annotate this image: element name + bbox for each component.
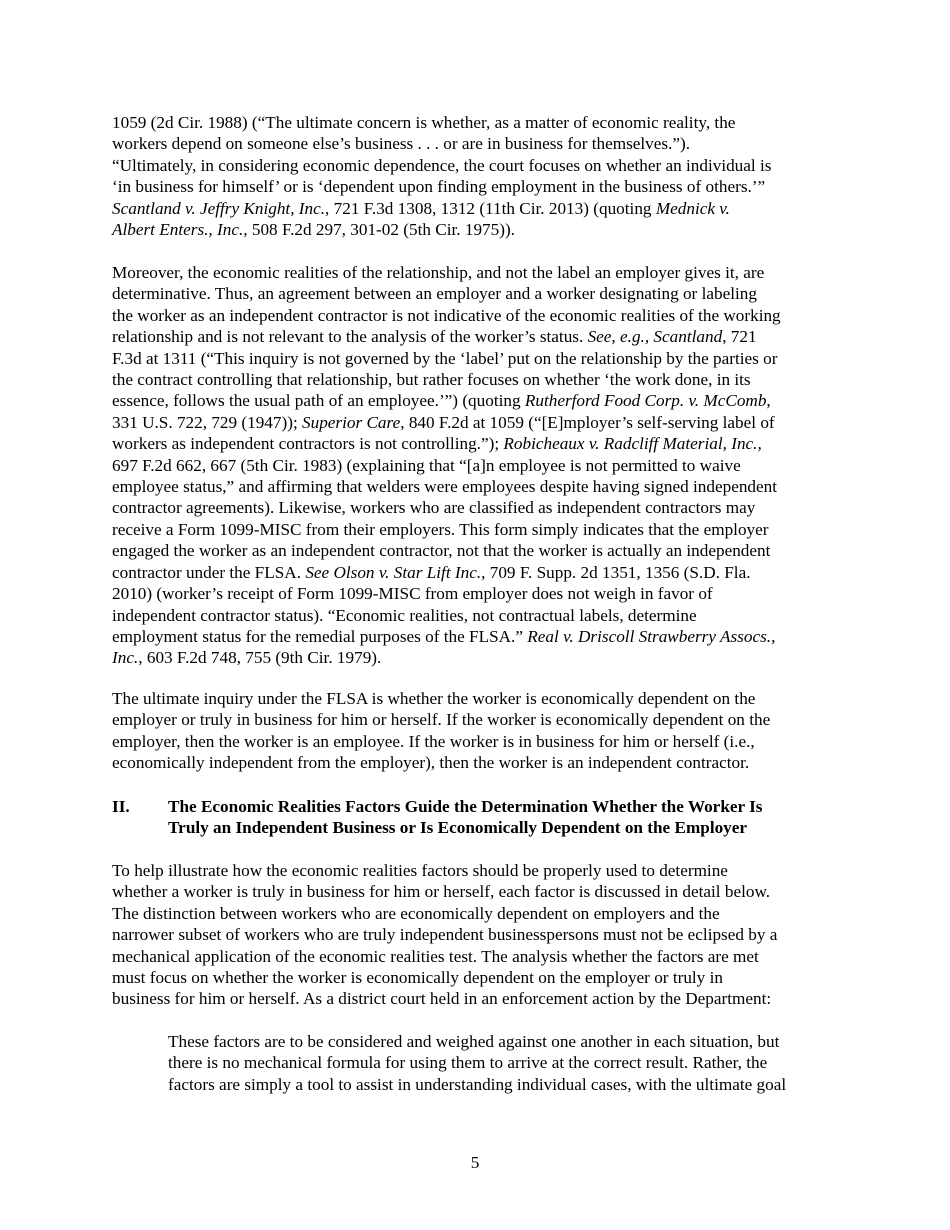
text-run: workers depend on someone else’s business . . . or are in business for themselves.”).: [112, 134, 691, 154]
text-line: [112, 219, 842, 240]
text-run: economically independent from the employer), then the worker is an independent contractor.: [112, 753, 750, 773]
text-run: ‘in business for himself’ or is ‘dependent upon finding employment in the business of others.’”: [112, 177, 766, 197]
text-run: mechanical application of the economic realities test. The analysis whether the factors are met: [112, 946, 759, 966]
text-line: [112, 688, 842, 709]
text-line: [112, 348, 842, 369]
text-line: [112, 476, 842, 497]
text-line: [112, 433, 842, 454]
text-line: [112, 903, 842, 924]
citation-italic: Inc.: [112, 648, 139, 668]
text-line: [112, 112, 842, 133]
text-run: 697 F.2d 662, 667 (5th Cir. 1983) (explaining that “[a]n employee is not permitted to waive: [112, 455, 741, 475]
citation-italic: Mednick v.: [655, 198, 730, 218]
text-line: [112, 540, 842, 561]
text-run: employer, then the worker is an employee. If the worker is in business for him or herself (i.e.,: [112, 731, 755, 751]
text-run: Moreover, the economic realities of the relationship, and not the label an employer gives it, are: [112, 263, 765, 282]
paragraph-economic-realities-labels: [112, 262, 842, 669]
paragraph-factors-illustration: [112, 860, 842, 1010]
text-run: whether a worker is truly in business for him or herself, each factor is discussed in detail below.: [112, 882, 771, 902]
text-line: [112, 860, 842, 881]
text-run: narrower subset of workers who are truly independent businesspersons must not be eclipsed by a: [112, 925, 778, 945]
block-quote: [168, 1031, 848, 1095]
paragraph-ultimate-inquiry: [112, 688, 842, 774]
text-run: independent contractor status). “Economic realities, not contractual labels, determine: [112, 605, 697, 625]
text-line: [112, 988, 842, 1009]
text-run: contractor under the FLSA.: [112, 562, 306, 582]
text-run: receive a Form 1099-MISC from their employers. This form simply indicates that the employer: [112, 519, 769, 539]
text-run: the worker as an independent contractor is not indicative of the economic realities of the working: [112, 305, 781, 325]
text-line: [112, 881, 842, 902]
text-run: there is no mechanical formula for using them to arrive at the correct result. Rather, the: [168, 1053, 768, 1073]
text-run: 331 U.S. 722, 729 (1947));: [112, 412, 303, 432]
text-line: [112, 647, 842, 668]
text-run: workers as independent contractors is not controlling.”);: [112, 434, 504, 454]
text-run: , 508 F.2d 297, 301-02 (5th Cir. 1975)).: [243, 220, 515, 240]
text-run: The distinction between workers who are economically dependent on employers and the: [112, 903, 720, 923]
text-run: factors are simply a tool to assist in understanding individual cases, with the ultimate goal: [168, 1074, 787, 1094]
text-run: 1059 (2d Cir. 1988) (“The ultimate concern is whether, as a matter of economic reality, the: [112, 113, 736, 132]
text-line: [112, 326, 842, 347]
text-run: essence, follows the usual path of an employee.’”) (quoting: [112, 391, 525, 411]
text-line: [112, 155, 842, 176]
text-run: “Ultimately, in considering economic dependence, the court focuses on whether an individual is: [112, 155, 772, 175]
text-run: contractor agreements). Likewise, workers who are classified as independent contractors may: [112, 498, 756, 518]
text-run: , 721: [722, 327, 757, 347]
text-line: [112, 519, 842, 540]
text-run: relationship and is not relevant to the analysis of the worker’s status.: [112, 327, 588, 347]
citation-italic: Albert Enters., Inc.: [112, 220, 244, 240]
text-run: employee status,” and affirming that welders were employees despite having signed independent: [112, 477, 778, 497]
text-run: engaged the worker as an independent contractor, not that the worker is actually an independent: [112, 541, 771, 561]
text-line: [112, 262, 842, 283]
text-run: 2010) (worker’s receipt of Form 1099-MISC from employer does not weigh in favor of: [112, 584, 713, 604]
text-line: [112, 731, 842, 752]
text-line: [168, 1031, 848, 1052]
citation-italic: Real v. Driscoll Strawberry Assocs.,: [527, 626, 776, 646]
text-run: These factors are to be considered and weighed against one another in each situation, but: [168, 1032, 780, 1051]
text-line: [112, 946, 842, 967]
text-line: [112, 924, 842, 945]
text-run: , 840 F.2d at 1059 (“[E]mployer’s self-serving label of: [400, 412, 775, 432]
text-line: [112, 133, 842, 154]
text-run: ,: [766, 391, 771, 411]
text-line: [112, 583, 842, 604]
citation-italic: Superior Care: [302, 412, 401, 432]
text-line: [112, 198, 842, 219]
citation-italic: See, e.g., Scantland: [587, 327, 723, 347]
text-line: [112, 497, 842, 518]
text-run: determinative. Thus, an agreement between an employer and a worker designating or labeling: [112, 284, 757, 304]
text-line: [112, 412, 842, 433]
text-run: , 721 F.3d 1308, 1312 (11th Cir. 2013) (quoting: [325, 198, 656, 218]
text-line: [112, 752, 842, 773]
text-line: [112, 709, 842, 730]
text-line: [112, 562, 842, 583]
citation-italic: See Olson v. Star Lift Inc.: [305, 562, 482, 582]
text-run: F.3d at 1311 (“This inquiry is not governed by the ‘label’ put on the relationship by the parties or: [112, 348, 778, 368]
text-run: employment status for the remedial purposes of the FLSA.”: [112, 626, 528, 646]
text-run: business for him or herself. As a district court held in an enforcement action by the Department:: [112, 989, 772, 1009]
citation-italic: Rutherford Food Corp. v. McComb: [524, 391, 767, 411]
text-run: ,: [757, 434, 762, 454]
text-line: [168, 1052, 848, 1073]
text-line: [112, 967, 842, 988]
text-line: [112, 176, 842, 197]
text-run: The ultimate inquiry under the FLSA is whether the worker is economically dependent on the: [112, 689, 756, 708]
section-title-line-2: Truly an Independent Business or Is Economically Dependent on the Employer: [168, 818, 748, 838]
text-run: , 603 F.2d 748, 755 (9th Cir. 1979).: [138, 648, 382, 668]
text-run: employer or truly in business for him or herself. If the worker is economically dependent on the: [112, 710, 771, 730]
text-line: [112, 283, 842, 304]
text-line: [112, 605, 842, 626]
text-line: [168, 1074, 848, 1095]
paragraph-economic-dependence: [112, 112, 842, 240]
section-title-line-1: The Economic Realities Factors Guide the Determination Whether the Worker Is: [168, 797, 763, 816]
text-line: [112, 455, 842, 476]
text-line: [112, 369, 842, 390]
text-run: To help illustrate how the economic realities factors should be properly used to determine: [112, 861, 728, 880]
text-line: [112, 390, 842, 411]
citation-italic: Scantland v. Jeffry Knight, Inc.: [112, 198, 326, 218]
citation-italic: Robicheaux v. Radcliff Material, Inc.: [503, 434, 758, 454]
section-number: II.: [112, 797, 130, 816]
text-run: , 709 F. Supp. 2d 1351, 1356 (S.D. Fla.: [481, 562, 751, 582]
page-number: 5: [470, 1153, 480, 1172]
text-line: [112, 626, 842, 647]
text-run: must focus on whether the worker is economically dependent on the employer or truly in: [112, 968, 723, 988]
text-run: the contract controlling that relationship, but rather focuses on whether ‘the work done, in its: [112, 370, 751, 390]
text-line: [112, 305, 842, 326]
